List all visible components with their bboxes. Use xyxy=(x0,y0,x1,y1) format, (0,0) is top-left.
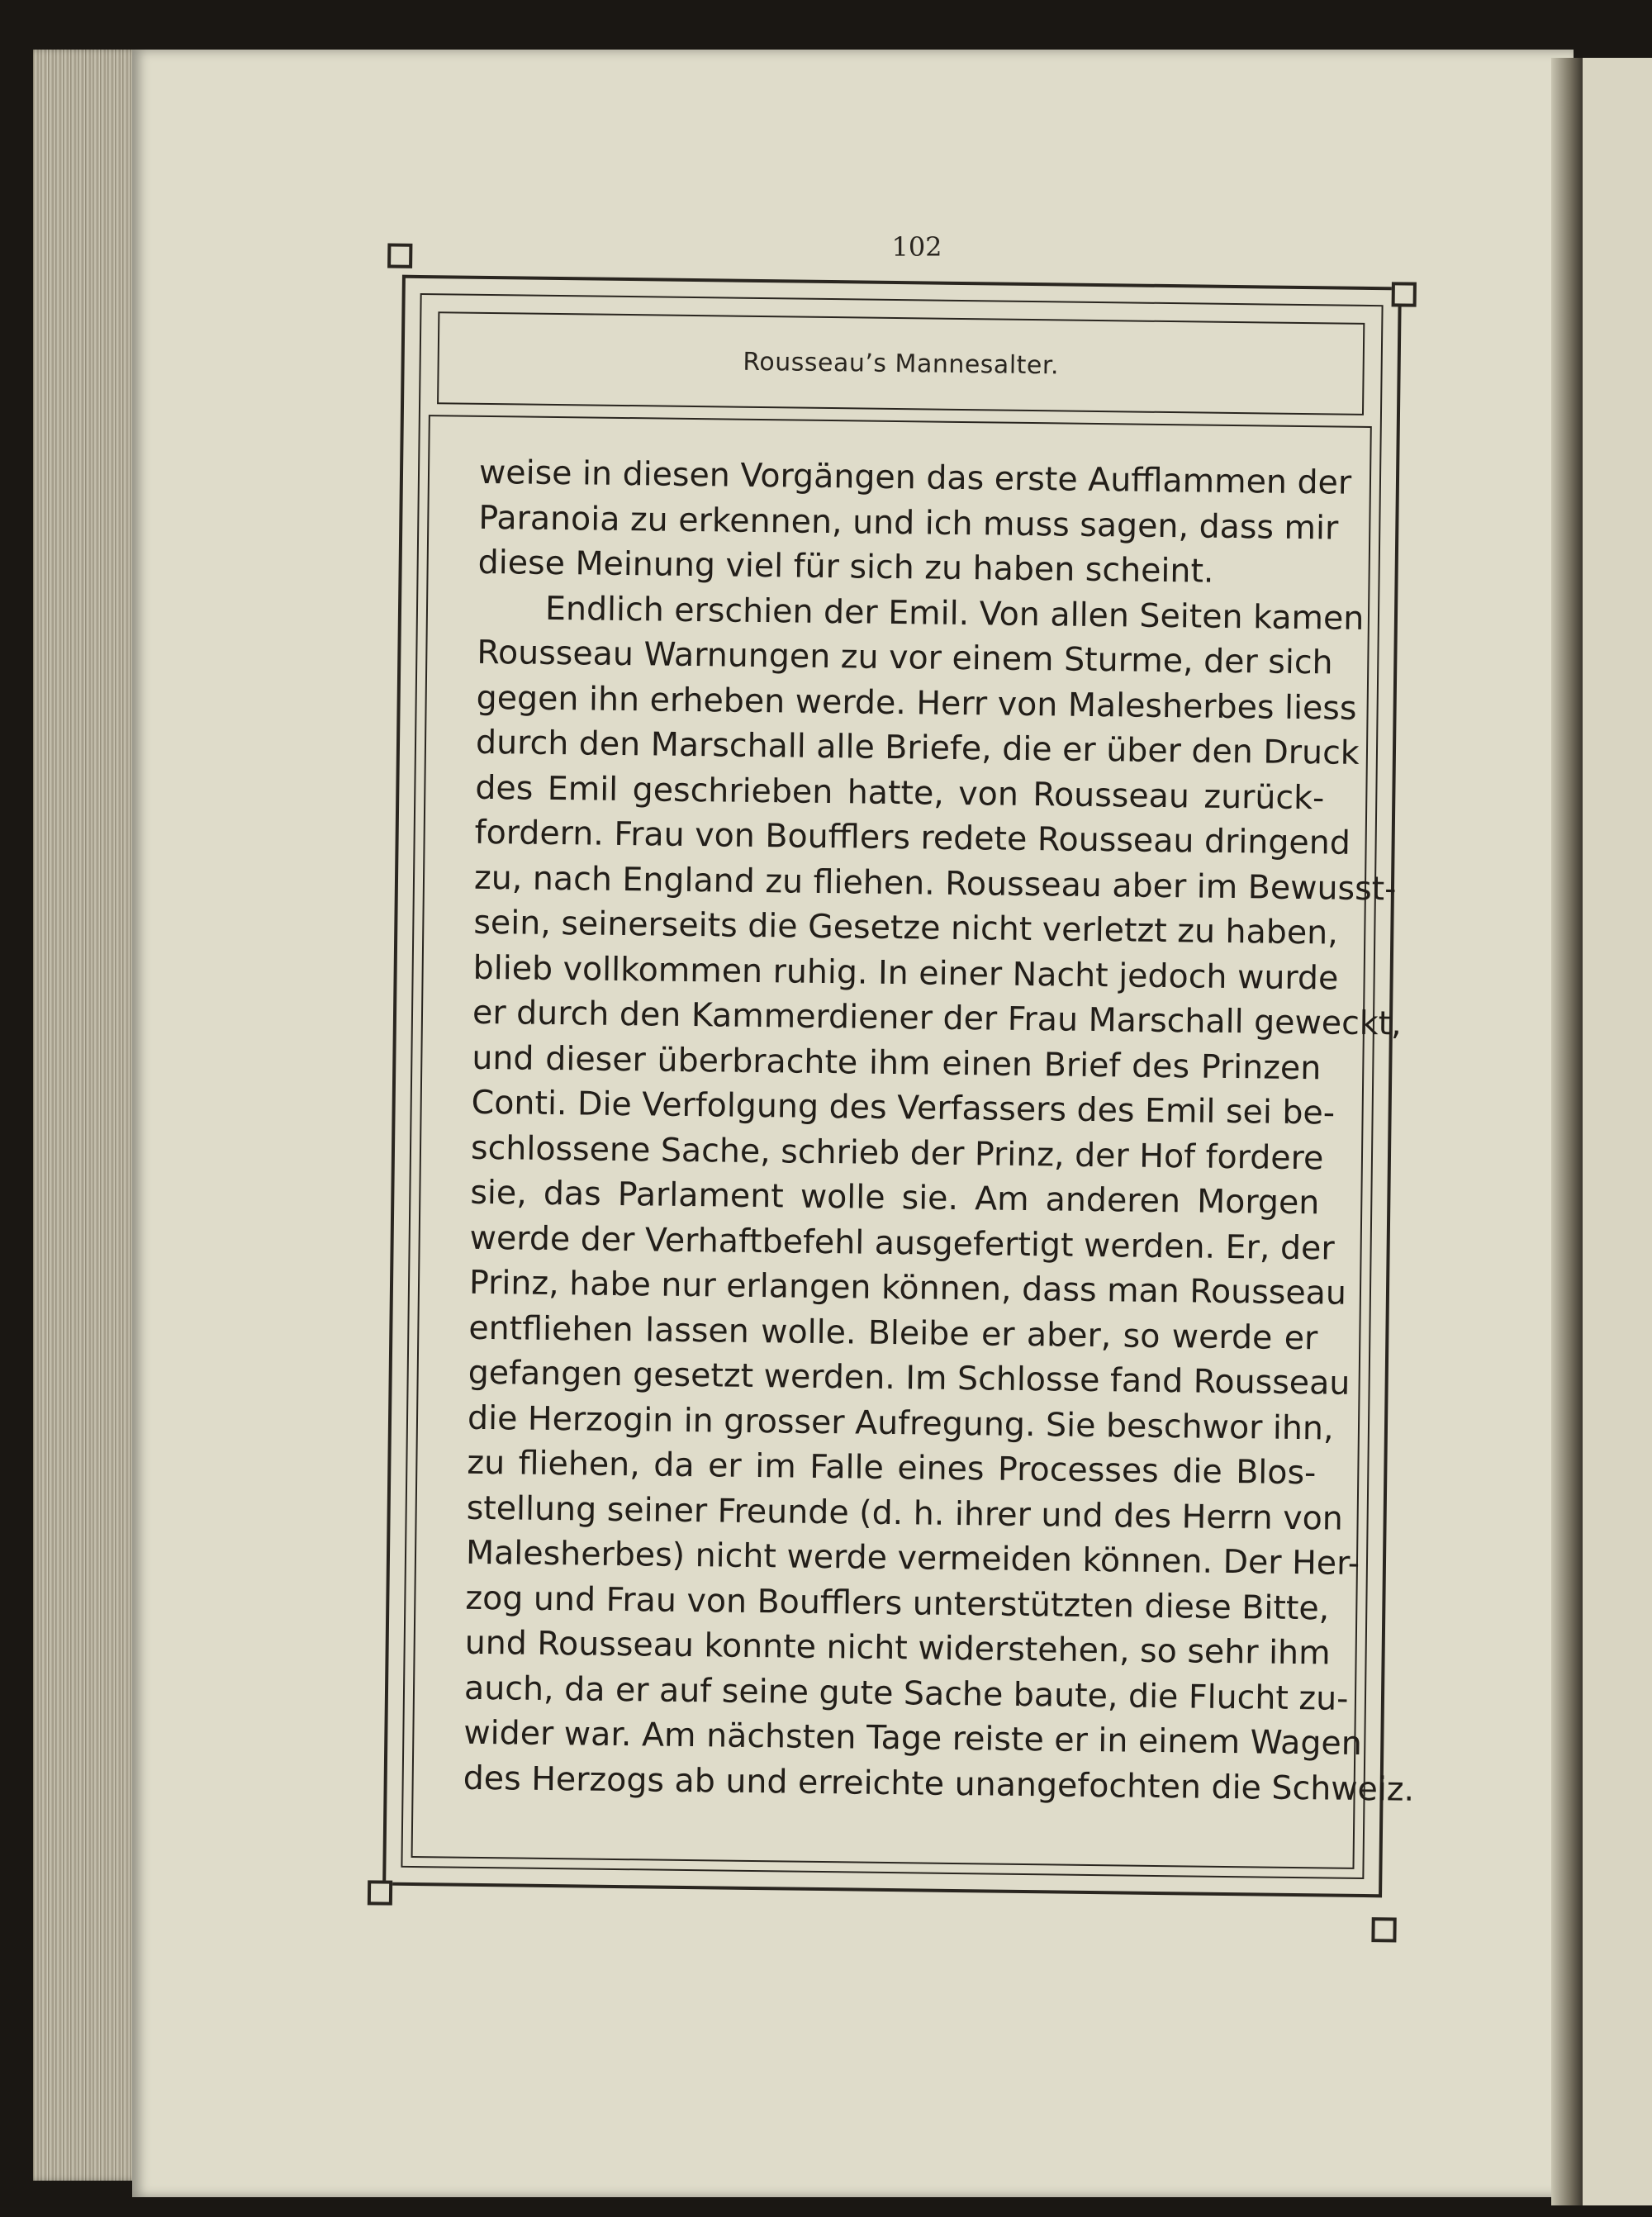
text-line: und Rousseau konnte nicht widerstehen, so sehr ihm xyxy=(464,1623,1331,1673)
text-line: wider war. Am nächsten Tage reiste er in einem Wagen xyxy=(463,1713,1363,1764)
text-line: Endlich erschien der Emil. Von allen Seiten kamen xyxy=(544,589,1365,638)
text-line: er durch den Kammerdiener der Frau Marschall geweckt, xyxy=(472,993,1403,1043)
page-number: 102 xyxy=(891,231,942,263)
corner-square-icon xyxy=(1371,1917,1396,1942)
text-line: zu fliehen, da er im Falle eines Processes die Blos- xyxy=(467,1443,1317,1493)
text-line: des Herzogs ab und erreichte unangefochten die Schweiz. xyxy=(463,1759,1415,1809)
text-line: Prinz, habe nur erlangen können, dass man Rousseau xyxy=(468,1263,1347,1313)
text-line: fordern. Frau von Boufflers redete Rousseau dringend xyxy=(474,813,1351,862)
text-line: die Herzogin in grosser Aufregung. Sie beschwor ihn, xyxy=(467,1398,1334,1448)
facing-page-edge xyxy=(1583,58,1652,2205)
text-line: auch, da er auf seine gute Sache baute, die Flucht zu- xyxy=(463,1669,1349,1718)
text-line: Rousseau Warnungen zu vor einem Sturme, der sich xyxy=(477,633,1333,682)
text-line: sie, das Parlament wolle sie. Am anderen Morgen xyxy=(470,1173,1320,1222)
text-line: werde der Verhaftbefehl ausgefertigt werden. Er, der xyxy=(469,1218,1335,1268)
text-block-border xyxy=(411,415,1415,1869)
text-line: gegen ihn erheben werde. Herr von Malesherbes liess xyxy=(476,678,1357,728)
text-line: gefangen gesetzt werden. Im Schlosse fand Rousseau xyxy=(468,1353,1351,1403)
text-line: zu, nach England zu fliehen. Rousseau aber im Bewusst- xyxy=(473,858,1397,908)
text-line: Paranoia zu erkennen, und ich muss sagen, dass mir xyxy=(478,498,1339,548)
text-line: schlossene Sache, schrieb der Prinz, der Hof fordere xyxy=(470,1128,1324,1177)
running-head: Rousseau’s Mannesalter. xyxy=(743,347,1060,380)
text-line: des Emil geschrieben hatte, von Rousseau zurück- xyxy=(475,768,1325,817)
decorative-frame xyxy=(382,275,1415,1898)
text-line: sein, seinerseits die Gesetze nicht verletzt zu haben, xyxy=(473,903,1339,952)
text-line: weise in diesen Vorgängen das erste Aufflammen der xyxy=(478,453,1352,502)
corner-square-icon xyxy=(368,1880,392,1905)
corner-square-icon xyxy=(1392,282,1417,306)
body-text xyxy=(463,450,1415,1811)
text-line: durch den Marschall alle Briefe, die er über den Druck xyxy=(475,723,1360,772)
text-line: und dieser überbrachte ihm einen Brief des Prinzen xyxy=(472,1038,1322,1087)
text-line: Malesherbes) nicht werde vermeiden können. Der Her- xyxy=(465,1533,1360,1583)
text-line: diese Meinung viel für sich zu haben scheint. xyxy=(477,543,1214,591)
corner-square-icon xyxy=(387,243,412,268)
text-line: Conti. Die Verfolgung des Verfassers des Emil sei be- xyxy=(471,1083,1336,1132)
text-line: entfliehen lassen wolle. Bleibe er aber, so werde er xyxy=(468,1308,1318,1357)
text-line: blieb vollkommen ruhig. In einer Nacht jedoch wurde xyxy=(472,948,1339,998)
book-gutter xyxy=(1551,58,1583,2205)
text-line: zog und Frau von Boufflers unterstützten diese Bitte, xyxy=(465,1578,1330,1628)
text-line: stellung seiner Freunde (d. h. ihrer und des Herrn von xyxy=(466,1488,1344,1538)
running-head-box xyxy=(437,311,1365,415)
